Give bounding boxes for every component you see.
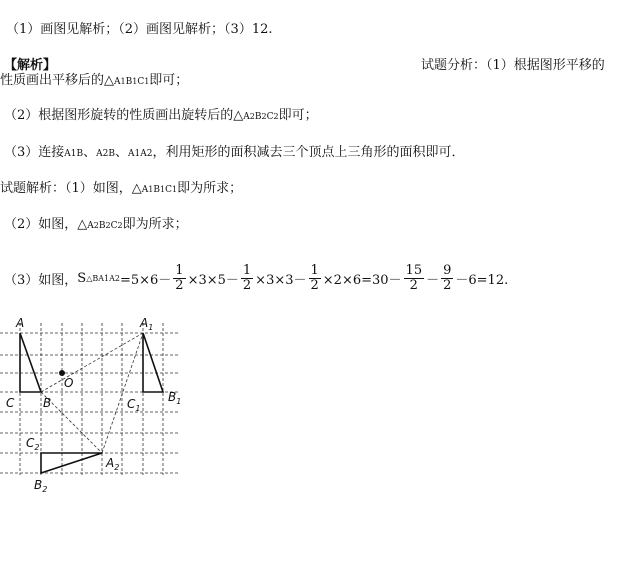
solution-3-equation: （3）如图， S △BA1A2 =5×6－ $\frac{1}{2}$ ×3×5－ $\frac{1}{2}$ ×3×3－ $\frac{1}{2}$ ×2×6=30－ $\frac{15}{2}$ － $\frac{9}{2}$ －6=12. [4, 262, 509, 293]
solution-2: （2）如图，△A2B2C2即为所求； [4, 217, 188, 232]
jiexi-heading: 【解析】 [4, 58, 57, 73]
triangle-abc [20, 333, 41, 392]
label-a: A [16, 316, 25, 330]
solution-1: 试题解析：（1）如图，△A1B1C1即为所求； [0, 181, 243, 196]
fraction: $\frac{15}{2}$ [405, 262, 423, 293]
step1-prefix: 性质画出平移后的△ [0, 73, 114, 88]
area-subscript: △BA1A2 [86, 273, 120, 283]
label-c1: $C_1$ [127, 397, 141, 413]
label-c2: $C_2$ [26, 436, 40, 452]
analysis-step-1: 性质画出平移后的△A1B1C1即可； [0, 73, 189, 88]
fraction: $\frac{9}{2}$ [443, 262, 452, 293]
label-b: B [43, 396, 52, 410]
analysis-step-3: （3）连接A1B、A2B、A1A2，利用矩形的面积减去三个顶点上三角形的面积即可． [4, 145, 465, 160]
label-b2: $B_2$ [34, 478, 48, 494]
connecting-lines [41, 333, 143, 453]
geometry-figure [0, 315, 200, 500]
fraction: $\frac{1}{2}$ [242, 262, 252, 293]
label-a2: $A_2$ [106, 456, 120, 472]
area-symbol: S [77, 270, 87, 286]
label-o: O [64, 376, 74, 390]
answer-line: （1）画图见解析；（2）画图见解析；（3）12. [6, 22, 273, 37]
triangle-a1b1c1 [143, 333, 163, 392]
label-a1: $A_1$ [140, 316, 154, 332]
triangle-a2b2c2 [41, 453, 102, 473]
analysis-intro: 试题分析：（1）根据图形平移的 [421, 58, 605, 73]
step1-suffix: 即可； [149, 73, 189, 88]
label-c: C [6, 396, 15, 410]
fraction: $\frac{1}{2}$ [310, 262, 319, 293]
fraction: $\frac{1}{2}$ [175, 262, 184, 293]
label-b1: $B_1$ [168, 390, 182, 406]
analysis-step-2: （2）根据图形旋转的性质画出旋转后的△A2B2C2即可； [4, 108, 318, 123]
